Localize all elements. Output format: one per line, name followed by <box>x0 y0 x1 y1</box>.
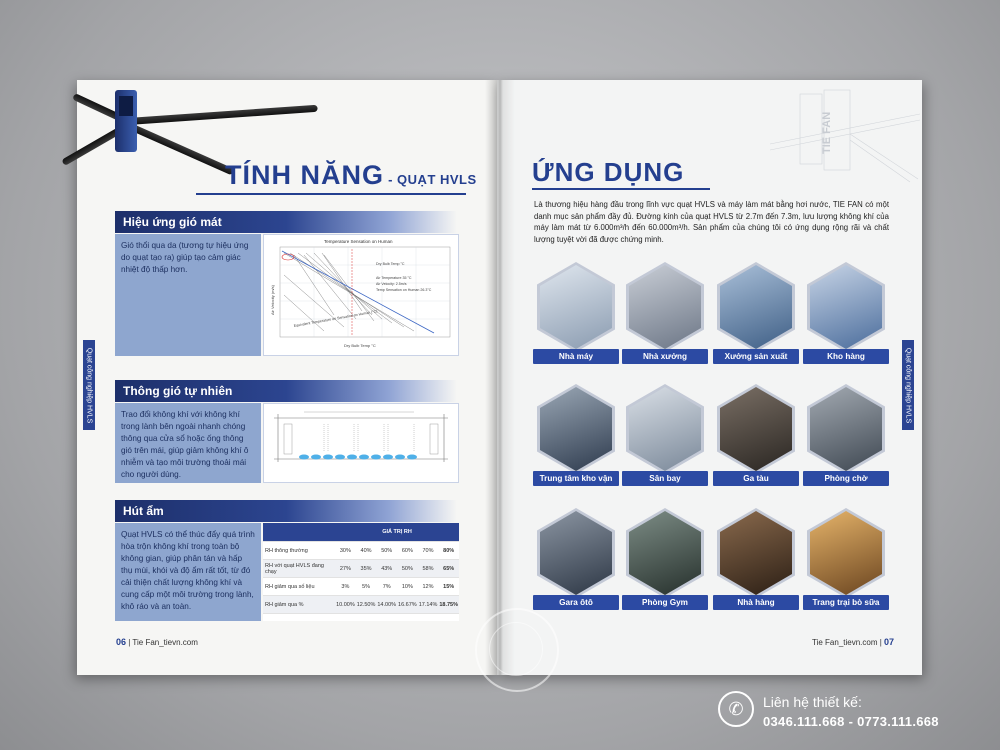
table-cell: 12% <box>418 578 439 596</box>
table-cell: 18.75% <box>438 596 459 614</box>
table-cell: 60% <box>397 542 418 560</box>
phone-icon: ✆ <box>718 691 754 727</box>
table-cell: 3% <box>335 578 356 596</box>
table-cell: 50% <box>397 560 418 578</box>
application-tile <box>533 508 619 628</box>
footer-site: Tie Fan_tievn.com <box>132 638 198 647</box>
application-label: Trung tâm kho vận <box>533 471 619 486</box>
application-tile <box>713 508 799 628</box>
application-label: Phòng Gym <box>622 595 708 610</box>
table-cell: 43% <box>376 560 397 578</box>
application-photo-frame <box>717 508 795 598</box>
table-cell: 50% <box>376 542 397 560</box>
application-tile <box>713 384 799 504</box>
table-cell: 70% <box>418 542 439 560</box>
application-tile <box>622 262 708 382</box>
table-cell: 16.67% <box>397 596 418 614</box>
application-label: Gara ôtô <box>533 595 619 610</box>
application-photo-frame <box>807 262 885 352</box>
contact-title: Liên hệ thiết kế: <box>763 694 862 710</box>
application-label: Trang trại bò sữa <box>803 595 889 610</box>
table-row <box>263 542 459 560</box>
application-photo-frame <box>537 508 615 598</box>
footer-right: Tie Fan_tievn.com | 07 <box>812 637 895 647</box>
application-photo <box>540 265 612 349</box>
sketch-label: TIE FAN <box>821 111 833 154</box>
application-photo <box>720 387 792 471</box>
footer-left: 06 | Tie Fan_tievn.com <box>116 637 198 647</box>
row-label: RH giảm qua % <box>263 596 335 614</box>
application-photo-frame <box>626 262 704 352</box>
page-title <box>225 160 477 191</box>
application-tile <box>622 508 708 628</box>
application-photo <box>629 265 701 349</box>
page-number: 07 <box>884 637 895 647</box>
legend-item: Dry Bulb Temp °C <box>376 262 405 266</box>
application-photo-frame <box>626 384 704 474</box>
application-tile <box>533 262 619 382</box>
title-main: TÍNH NĂNG <box>225 160 384 190</box>
fan-motor <box>115 90 137 152</box>
table-cell: 35% <box>356 560 377 578</box>
application-photo <box>810 387 882 471</box>
application-tile <box>803 508 889 628</box>
application-photo <box>629 511 701 595</box>
application-label: Phòng chờ <box>803 471 889 486</box>
application-label: Sân bay <box>622 471 708 486</box>
title-sub: - QUẠT HVLS <box>384 172 477 187</box>
table-row <box>263 560 459 578</box>
watermark-seal <box>475 608 559 692</box>
table-cell: 5% <box>356 578 377 596</box>
rh-table-wrap <box>263 523 459 621</box>
title-underline <box>532 188 710 190</box>
chart-svg <box>264 235 458 355</box>
application-photo <box>540 511 612 595</box>
application-tile <box>622 384 708 504</box>
page-number: 06 <box>116 637 127 647</box>
y-axis-label: Air Velocity (m/s) <box>270 284 275 315</box>
section-text: Trao đổi không khí với không khí trong lành bên ngoài nhanh chóng thông qua cửa sổ hoặc ống thông gió trên mái, giúp giảm không khí ô nhiễm và tạo môi trường thoải mái cho người dùng. <box>115 403 261 483</box>
application-photo-frame <box>717 262 795 352</box>
application-photo-frame <box>717 384 795 474</box>
contact-phones: 0346.111.668 - 0773.111.668 <box>763 714 939 729</box>
table-cell: 12.50% <box>356 596 377 614</box>
legend-item: Temp Sensation on Human 26.3°C <box>376 288 432 292</box>
application-photo <box>810 511 882 595</box>
section-heading: Thông gió tự nhiên <box>115 380 457 402</box>
chart-title: Temperature Sensation on Human <box>324 239 393 244</box>
side-tab-label: Quạt công nghiệp HVLS <box>904 347 912 423</box>
side-tab-label: Quạt công nghiệp HVLS <box>85 347 93 423</box>
application-label: Nhà xưởng <box>622 349 708 364</box>
row-label: RH giảm qua số liệu <box>263 578 335 596</box>
section-heading: Hút ẩm <box>115 500 457 522</box>
section-heading: Hiệu ứng gió mát <box>115 211 457 233</box>
table-row <box>263 578 459 596</box>
table-cell: 80% <box>438 542 459 560</box>
application-label: Nhà hàng <box>713 595 799 610</box>
application-photo <box>720 265 792 349</box>
x-axis-label: Dry Bulb Temp °C <box>344 343 376 348</box>
table-cell: 7% <box>376 578 397 596</box>
application-tile <box>803 384 889 504</box>
side-tab-right <box>902 340 914 430</box>
application-label: Xưởng sản xuất <box>713 349 799 364</box>
footer-site: Tie Fan_tievn.com <box>812 638 878 647</box>
application-photo <box>540 387 612 471</box>
legend-item: Air Velocity: 2.5m/s <box>376 282 407 286</box>
application-photo-frame <box>807 508 885 598</box>
table-row <box>263 596 459 614</box>
application-label: Nhà máy <box>533 349 619 364</box>
table-cell: 10% <box>397 578 418 596</box>
page-title: ỨNG DỤNG <box>532 157 685 187</box>
title-underline <box>196 193 466 195</box>
side-tab-left <box>83 340 95 430</box>
section-text: Gió thổi qua da (tương tự hiệu ứng do quạt tạo ra) giúp tạo cảm giác nhiệt độ thấp hơn. <box>115 234 261 356</box>
ventilation-diagram <box>263 403 459 483</box>
curve-label: Equivalent Temperature on Sensation on Human (°C) <box>293 309 378 328</box>
table-cell: 30% <box>335 542 356 560</box>
table-cell: 40% <box>356 542 377 560</box>
table-cell: 17.14% <box>418 596 439 614</box>
intro-paragraph: Là thương hiệu hàng đầu trong lĩnh vực quạt HVLS và máy làm mát bằng hơi nước, TIE FAN có một danh mục sản phẩm đầy đủ. Đường kính của quạt HVLS từ 2.7m đến 7.3m, lưu lượng không khí của máy làm mát từ 6.000m³/h đến 60.000m³/h. Sản phẩm của chúng tôi có ứng dụng rộng rãi và chất lượng tuyệt vời đã được chứng minh. <box>534 200 889 244</box>
row-label: RH thông thường <box>263 542 335 560</box>
rh-table <box>263 523 459 614</box>
application-tile <box>533 384 619 504</box>
application-photo-frame <box>537 262 615 352</box>
application-photo <box>720 511 792 595</box>
table-cell: 65% <box>438 560 459 578</box>
temperature-sensation-chart <box>263 234 459 356</box>
application-tile <box>713 262 799 382</box>
ventilation-svg <box>264 404 458 482</box>
application-photo <box>629 387 701 471</box>
application-photo <box>810 265 882 349</box>
application-tile <box>803 262 889 382</box>
table-cell: 27% <box>335 560 356 578</box>
application-photo-frame <box>807 384 885 474</box>
fan-sketch-illustration <box>770 84 920 184</box>
section-text: Quạt HVLS có thể thúc đẩy quá trình hòa trộn không khí trong toàn bộ không gian, giúp phân tán và hấp thụ mùi, khói và độ ẩm rất tốt, từ đó cải thiện chất lượng không khí và cung cấp một môi trường trong lành, khô ráo và an toàn. <box>115 523 261 621</box>
legend-item: Air Temperature 35 °C <box>376 276 412 280</box>
application-photo-frame <box>537 384 615 474</box>
table-cell: 58% <box>418 560 439 578</box>
table-cell: 10.00% <box>335 596 356 614</box>
application-label: Ga tàu <box>713 471 799 486</box>
application-photo-frame <box>626 508 704 598</box>
table-cell: 14.00% <box>376 596 397 614</box>
rh-table-header: GIÁ TRỊ RH <box>335 523 459 542</box>
table-cell: 15% <box>438 578 459 596</box>
row-label: RH với quạt HVLS đang chạy <box>263 560 335 578</box>
application-label: Kho hàng <box>803 349 889 364</box>
